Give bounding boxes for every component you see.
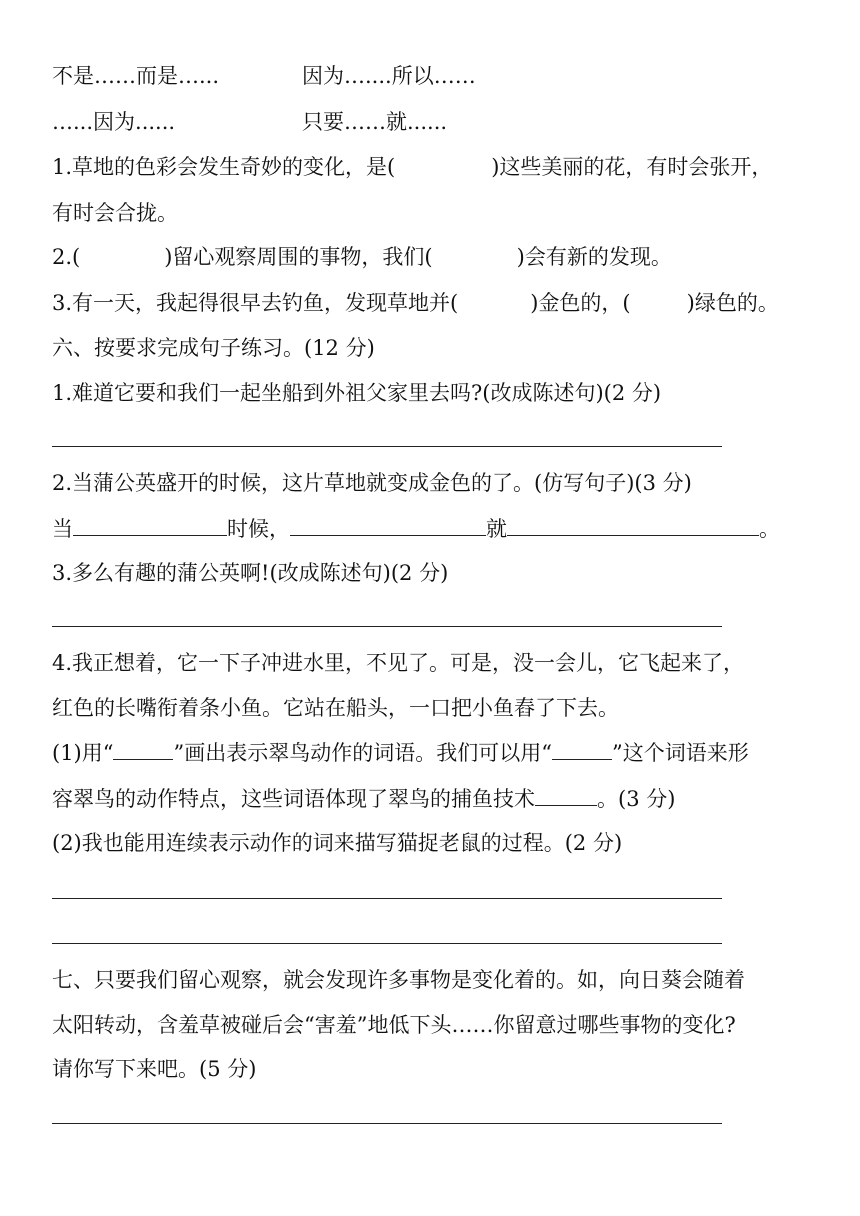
underline-mark-sample	[113, 739, 173, 760]
answer-line-3[interactable]	[52, 898, 722, 899]
q6-item-4-passage-2: 红色的长嘴衔着条小鱼。它站在船头，一口把小鱼舂了下去。	[52, 696, 619, 720]
word-blank-1[interactable]	[552, 739, 612, 760]
answer-line-2[interactable]	[52, 626, 722, 627]
imitation-blank-2[interactable]	[290, 515, 486, 536]
q6-item-2: 2.当蒲公英盛开的时候，这片草地就变成金色的了。(仿写句子)(3 分)	[52, 471, 692, 495]
section-7-line-3: 请你写下来吧。(5 分)	[52, 1057, 257, 1081]
conjunction-option-1: 不是……而是…...	[52, 64, 220, 88]
conjunction-option-4: 只要……就......	[302, 110, 448, 134]
q6-item-4-sub-2: (2)我也能用连续表示动作的词来描写猫捉老鼠的过程。(2 分)	[52, 831, 623, 855]
fill-sentence-2: 2.( )留心观察周围的事物，我们( )会有新的发现。	[52, 245, 672, 269]
answer-line-1[interactable]	[52, 446, 722, 447]
section-7-line-1: 七、只要我们留心观察，就会发现许多事物是变化着的。如，向日葵会随着	[52, 968, 745, 992]
q6-item-1: 1.难道它要和我们一起坐船到外祖父家里去吗?(改成陈述句)(2 分)	[52, 381, 662, 405]
q6-item-2-imitation: 当 时候， 就 。	[52, 517, 780, 541]
imitation-blank-3[interactable]	[507, 515, 759, 536]
imitation-blank-1[interactable]	[73, 515, 227, 536]
answer-line-5[interactable]	[52, 1123, 722, 1124]
section-7-line-2: 太阳转动，含羞草被碰后会“害羞”地低下头……你留意过哪些事物的变化?	[52, 1013, 736, 1037]
fill-sentence-1: 1.草地的色彩会发生奇妙的变化，是( )这些美丽的花，有时会张开，	[52, 155, 773, 179]
q6-item-3: 3.多么有趣的蒲公英啊!(改成陈述句)(2 分)	[52, 561, 449, 585]
q6-item-4-sub-1-cont: 容翠鸟的动作特点，这些词语体现了翠鸟的捕鱼技术 。(3 分)	[52, 787, 676, 811]
conjunction-option-2: 因为…....所以……	[302, 64, 476, 88]
section-6-title: 六、按要求完成句子练习。(12 分)	[52, 336, 375, 360]
fill-sentence-3: 3.有一天，我起得很早去钓鱼，发现草地并( )金色的，( )绿色的。	[52, 291, 779, 315]
answer-line-4[interactable]	[52, 943, 722, 944]
word-blank-2[interactable]	[535, 785, 597, 806]
fill-sentence-1-cont: 有时会合拢。	[52, 201, 178, 225]
conjunction-option-3: …...因为......	[52, 110, 176, 134]
q6-item-4-passage-1: 4.我正想着，它一下子冲进水里，不见了。可是，没一会儿，它飞起来了，	[52, 651, 745, 675]
q6-item-4-sub-1: (1)用“ ”画出表示翠鸟动作的词语。我们可以用“ ”这个词语来形	[52, 741, 749, 765]
